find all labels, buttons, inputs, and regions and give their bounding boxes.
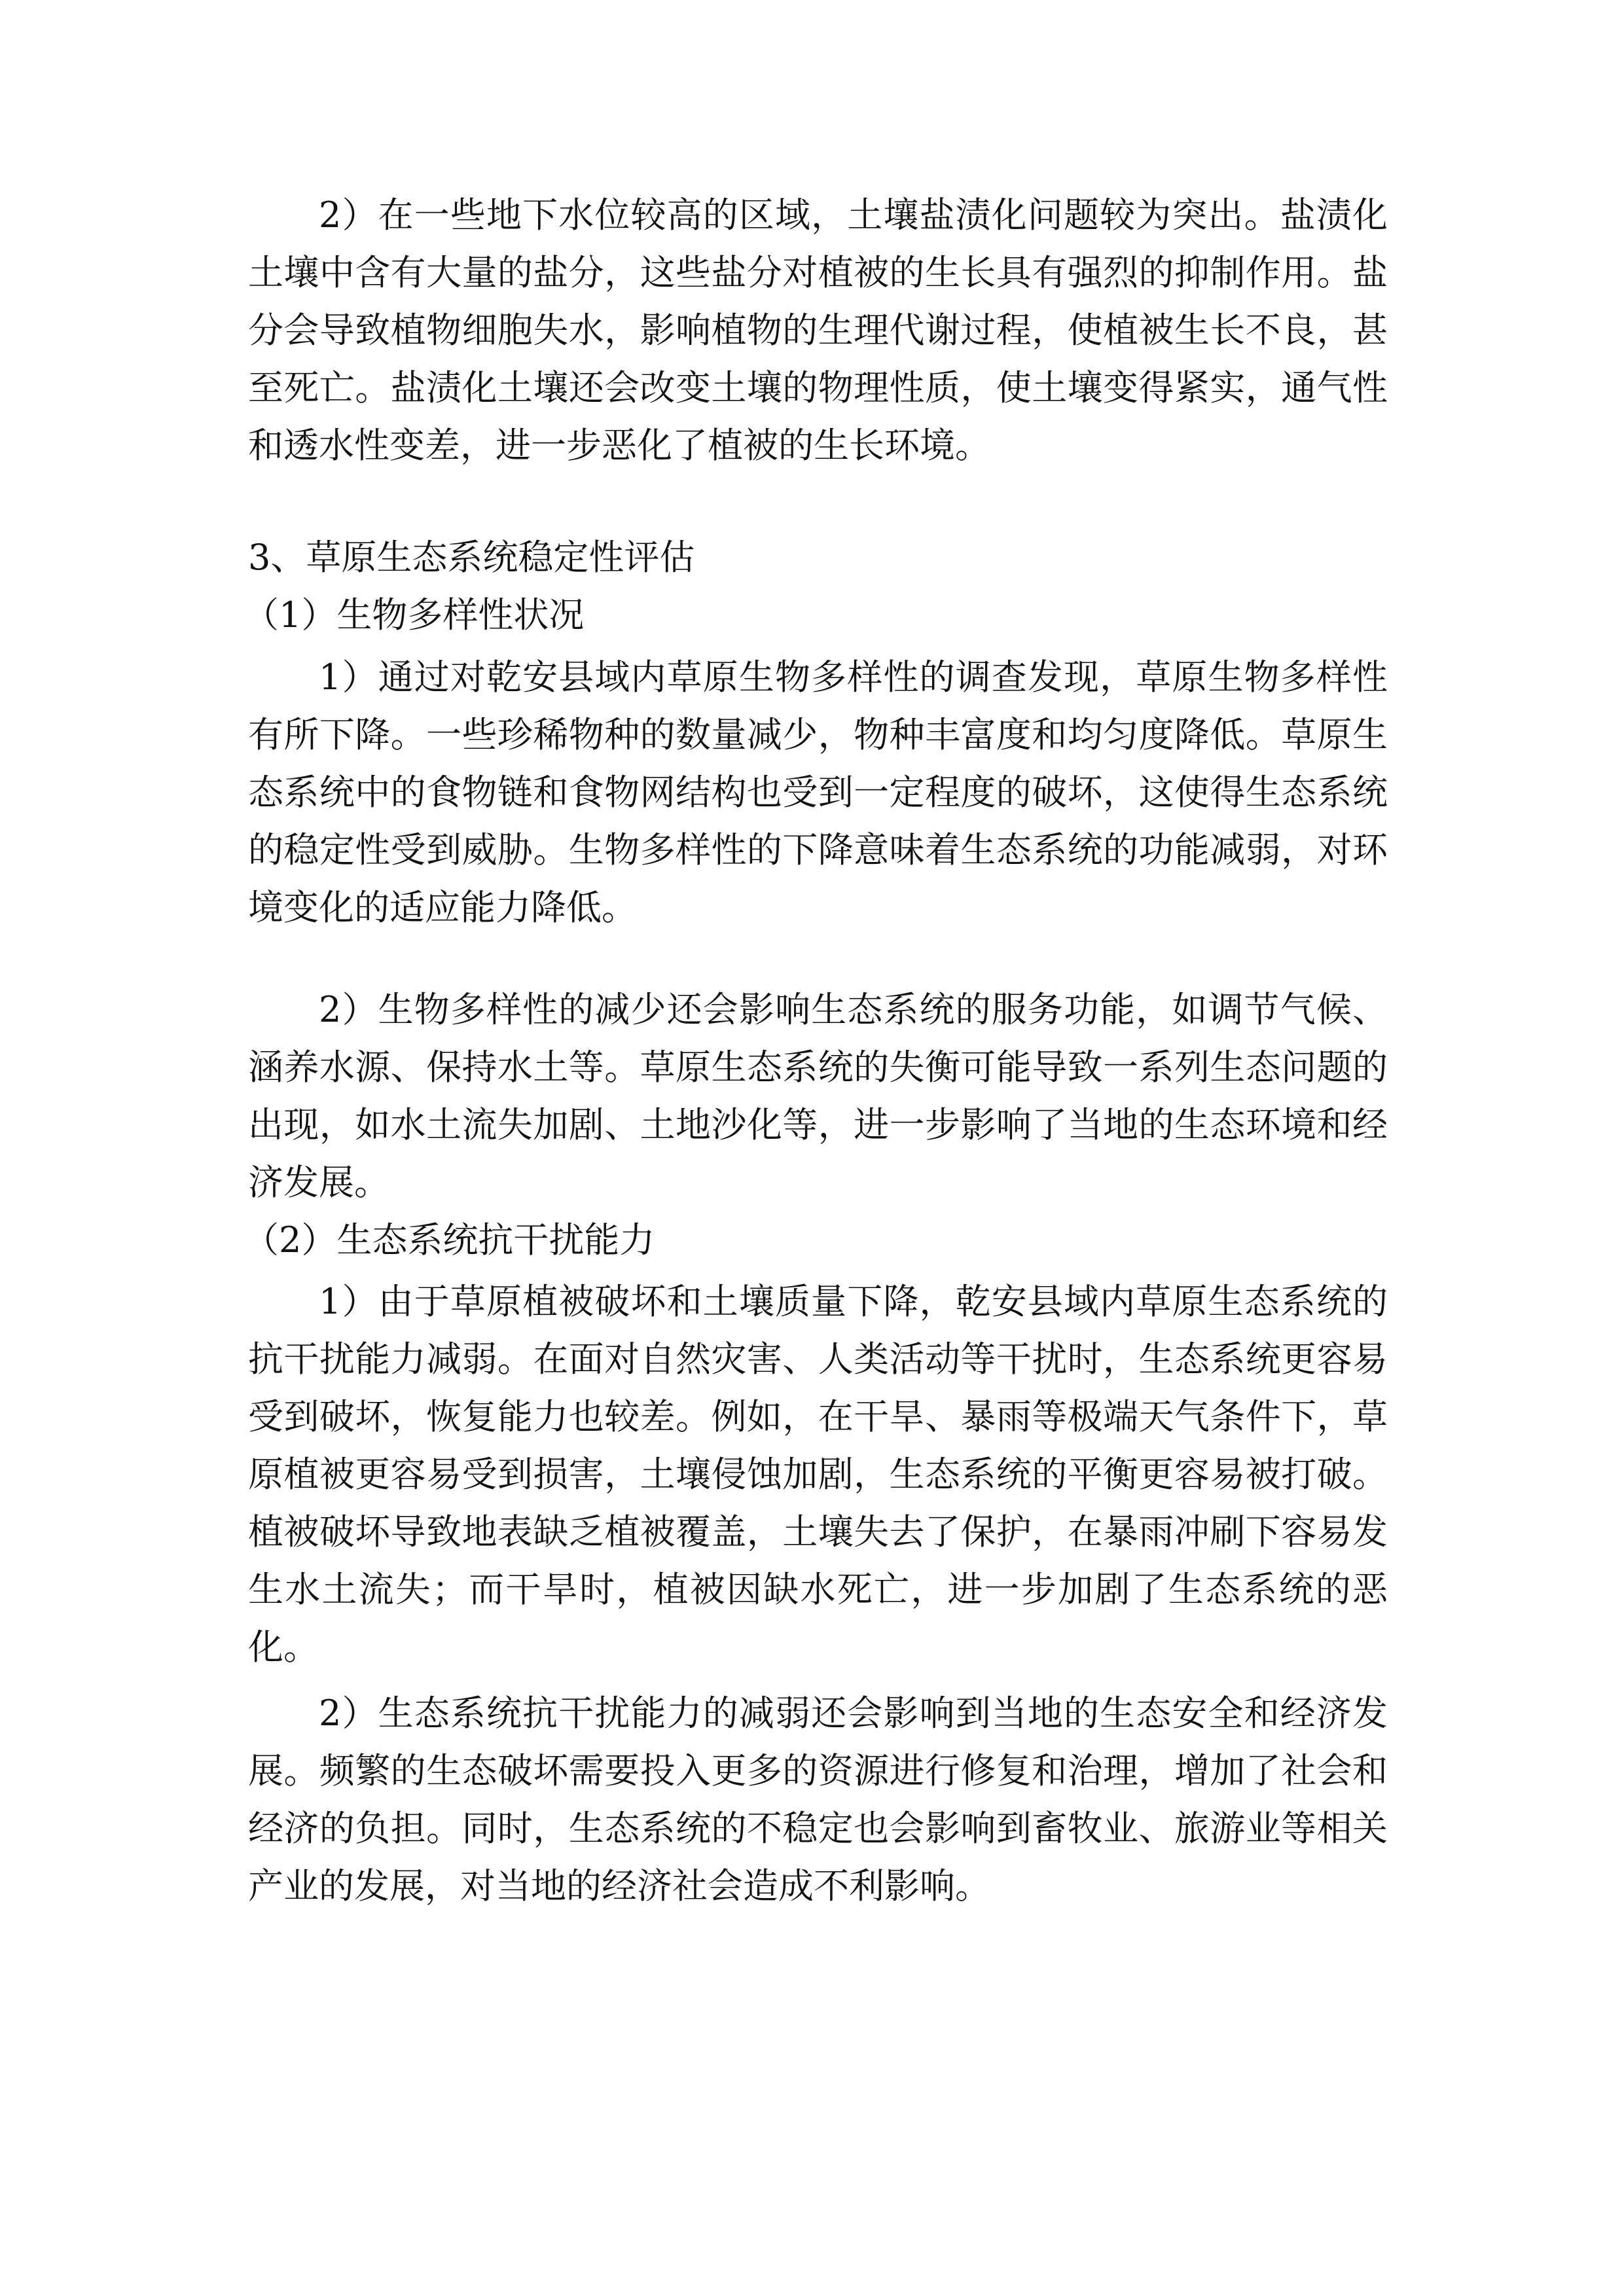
paragraph-biodiversity-decline: 1）通过对乾安县域内草原生物多样性的调查发现，草原生物多样性有所下降。一些珍稀物种的数量减少，物种丰富度和均匀度降低。草原生态系统中的食物链和食物网结构也受到一定程度的破坏，这使得生态系统的稳定性受到威胁。生物多样性的下降意味着生态系统的功能减弱，对环境变化的适应能力降低。 — [248, 656, 1388, 928]
subheading-disturbance-resistance: （2）生态系统抗干扰能力 — [244, 1219, 655, 1261]
paragraph-ecosystem-services: 2）生物多样性的减少还会影响生态系统的服务功能，如调节气候、涵养水源、保持水土等。草原生态系统的失衡可能导致一系列生态问题的出现，如水土流失加剧、土地沙化等，进一步影响了当地的生态环境和经济发展。 — [248, 989, 1388, 1203]
paragraph-resistance-weakened: 1）由于草原植被破坏和土壤质量下降，乾安县域内草原生态系统的抗干扰能力减弱。在面对自然灾害、人类活动等干扰时，生态系统更容易受到破坏，恢复能力也较差。例如，在干旱、暴雨等极端天气条件下，草原植被更容易受到损害，土壤侵蚀加剧，生态系统的平衡更容易被打破。植被破坏导致地表缺乏植被覆盖，土壤失去了保护，在暴雨冲刷下容易发生水土流失；而干旱时，植被因缺水死亡，进一步加剧了生态系统的恶化。 — [248, 1281, 1388, 1668]
paragraph-economic-impact: 2）生态系统抗干扰能力的减弱还会影响到当地的生态安全和经济发展。频繁的生态破坏需要投入更多的资源进行修复和治理，增加了社会和经济的负担。同时，生态系统的不稳定也会影响到畜牧业、旅游业等相关产业的发展，对当地的经济社会造成不利影响。 — [248, 1693, 1388, 1907]
section-heading-stability-assessment: 3、草原生态系统稳定性评估 — [248, 537, 695, 578]
paragraph-salinization: 2）在一些地下水位较高的区域，土壤盐渍化问题较为突出。盐渍化土壤中含有大量的盐分，这些盐分对植被的生长具有强烈的抑制作用。盐分会导致植物细胞失水，影响植物的生理代谢过程，使植被生长不良，甚至死亡。盐渍化土壤还会改变土壤的物理性质，使土壤变得紧实，通气性和透水性变差，进一步恶化了植被的生长环境。 — [248, 194, 1388, 466]
subheading-biodiversity: （1）生物多样性状况 — [244, 594, 585, 636]
